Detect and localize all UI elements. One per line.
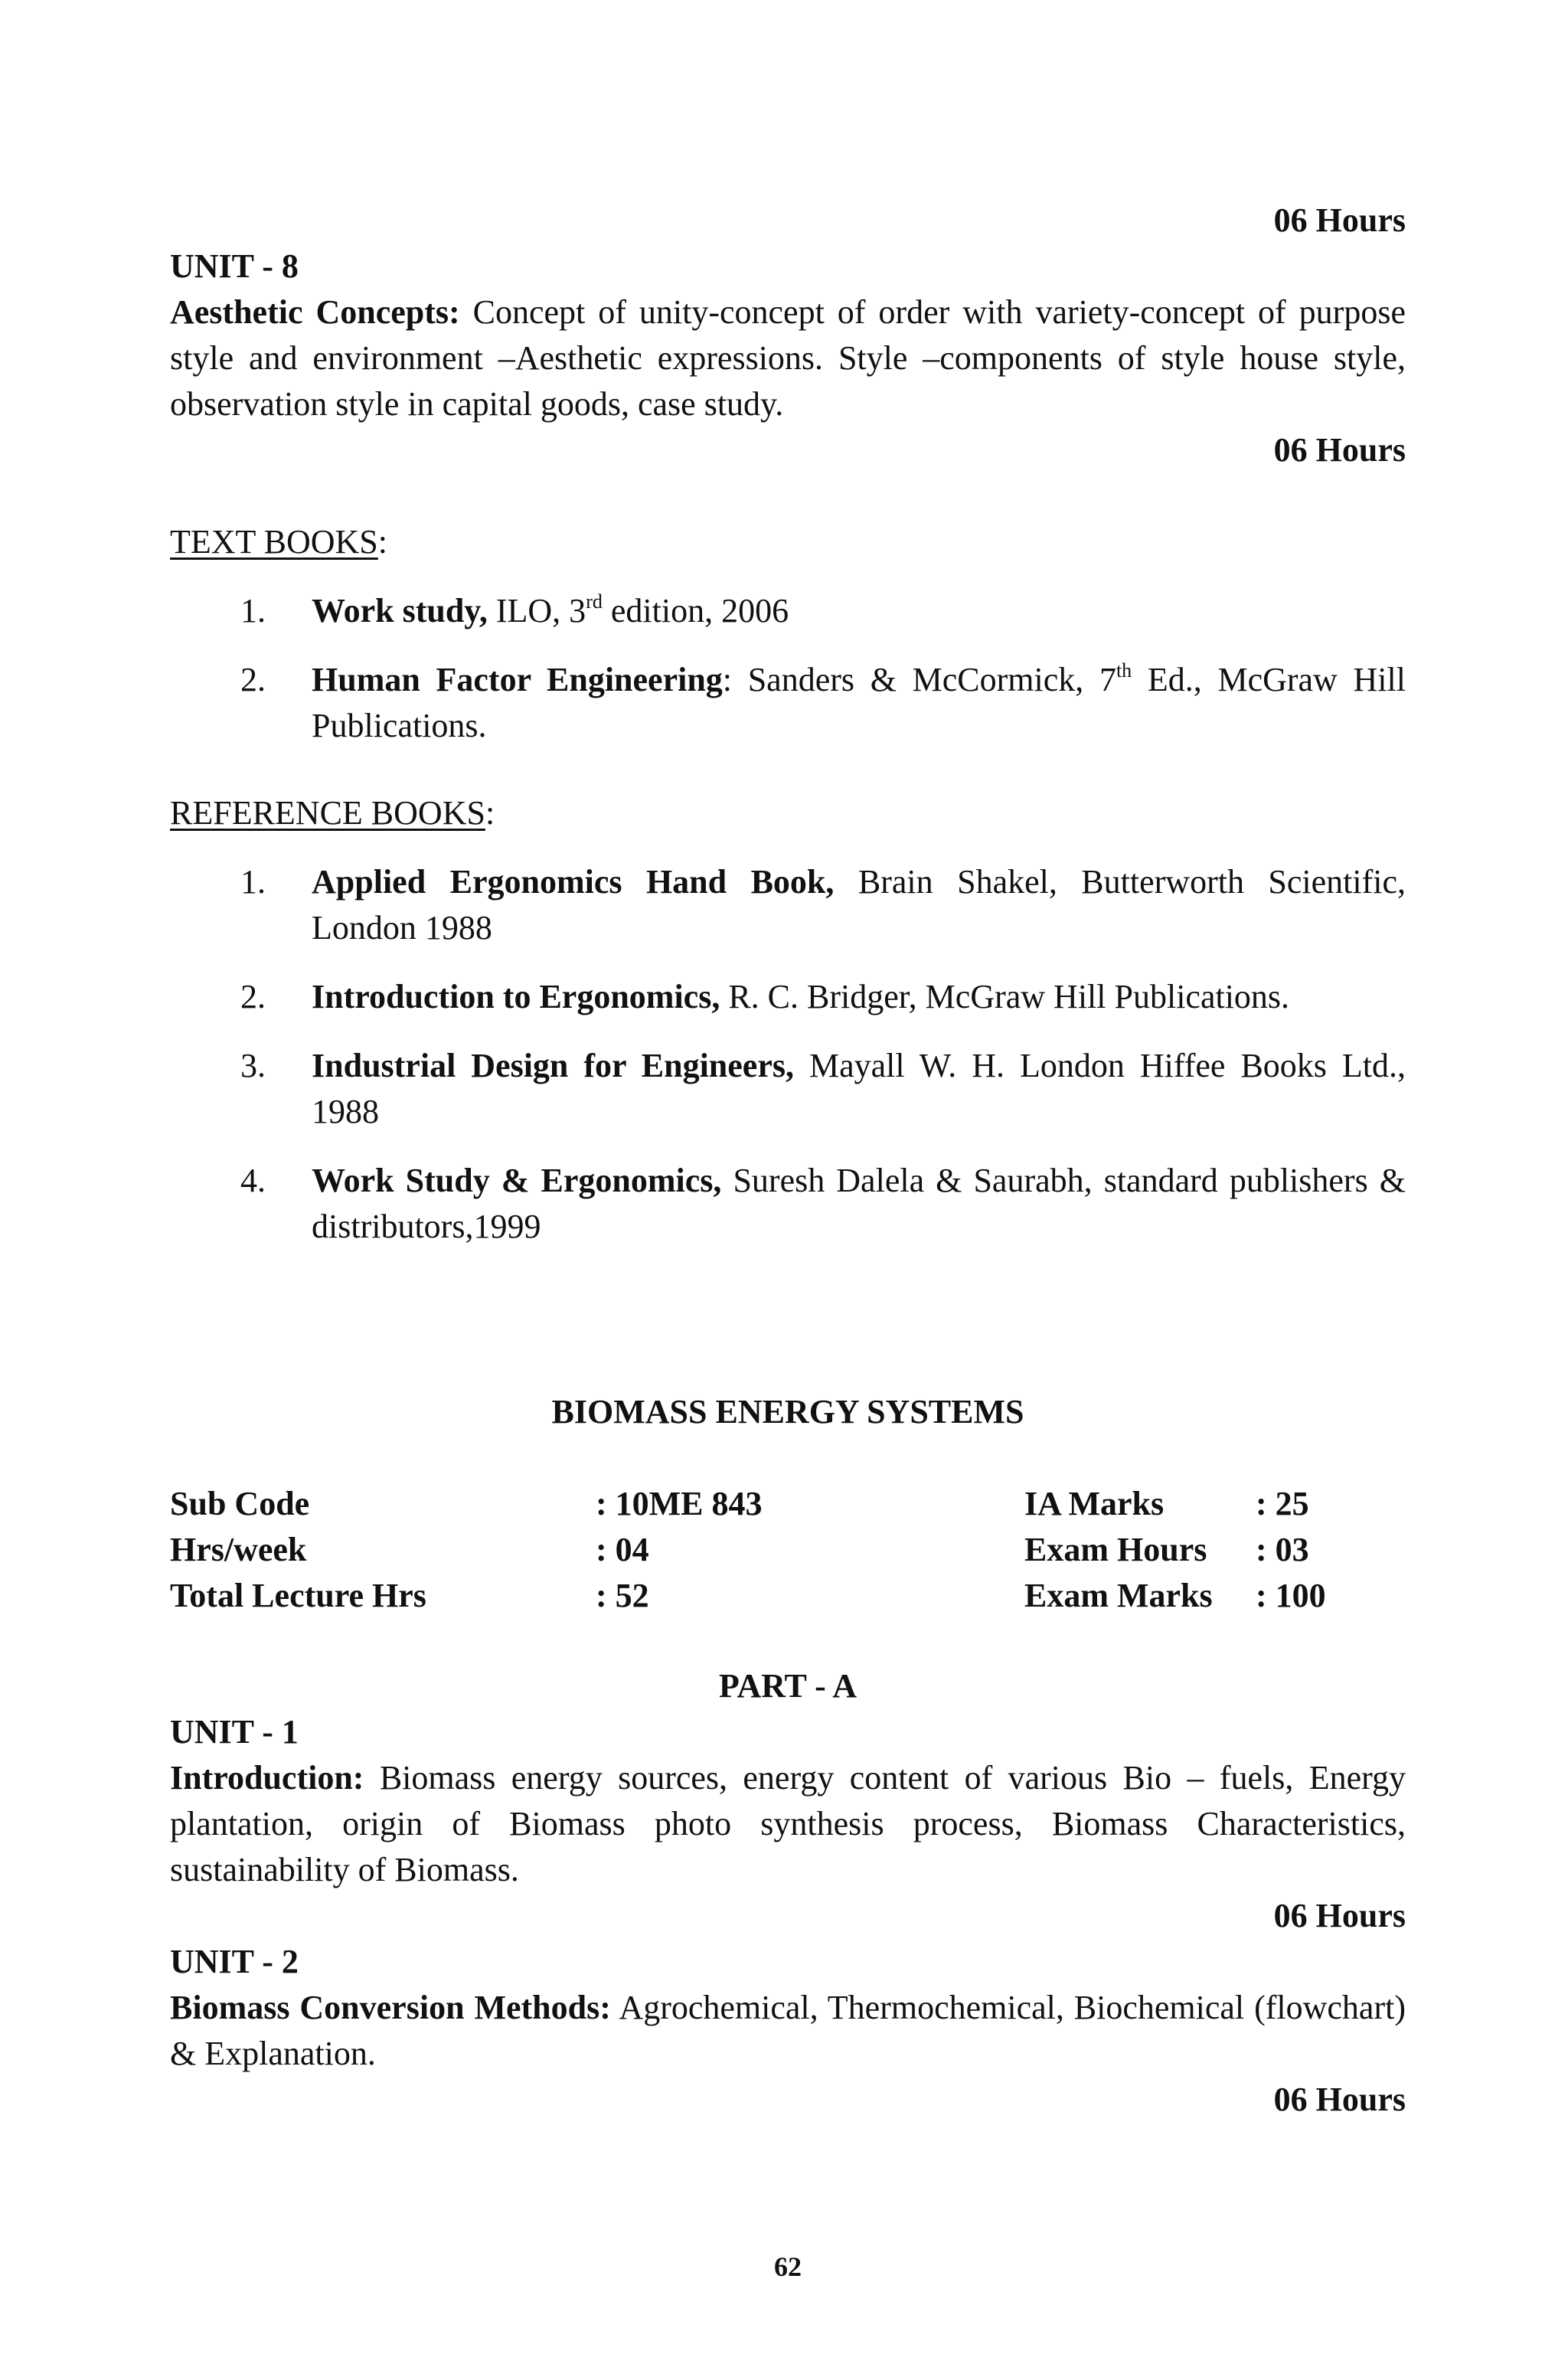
list-item — [170, 859, 1406, 951]
unit8-body: Concept of unity-concept of order with variety-concept of purpose style and environment –Aesthetic expressions. Style –components of style house style, observation style in capital goods, case study. — [170, 293, 1406, 423]
info-label: Exam Marks — [1024, 1577, 1213, 1614]
reference-books-heading-colon: : — [485, 794, 495, 832]
info-value: : 10ME 843 — [596, 1485, 763, 1522]
unit1-paragraph — [170, 1755, 1406, 1893]
book-title: Work study, — [312, 592, 488, 629]
list-item-number: 4. — [240, 1162, 266, 1199]
text-books-heading-label: TEXT BOOKS — [170, 523, 378, 561]
course-info-row — [170, 1573, 1406, 1619]
book-title: Applied Ergonomics Hand Book, — [312, 863, 835, 901]
info-value: : 03 — [1256, 1531, 1309, 1568]
book-details: R. C. Bridger, McGraw Hill Publications. — [720, 978, 1290, 1015]
reference-books-heading — [170, 790, 1406, 836]
info-value: : 100 — [1256, 1577, 1326, 1614]
reference-books-heading-label: REFERENCE BOOKS — [170, 794, 485, 832]
info-label: Exam Hours — [1024, 1531, 1207, 1568]
unit8-hours-top: 06 Hours — [1273, 201, 1406, 239]
book-title: Introduction to Ergonomics, — [312, 978, 720, 1015]
list-item-number: 2. — [240, 661, 266, 698]
info-label: Sub Code — [170, 1485, 310, 1522]
book-title: Industrial Design for Engineers, — [312, 1047, 794, 1084]
course-info-row — [170, 1481, 1406, 1527]
list-item-number: 3. — [240, 1047, 266, 1084]
unit1-hours: 06 Hours — [1273, 1897, 1406, 1934]
book-title: Work Study & Ergonomics, — [312, 1162, 722, 1199]
superscript: rd — [586, 590, 603, 613]
unit1-title: Introduction: — [170, 1759, 364, 1797]
reference-books-list — [170, 859, 1406, 1250]
info-label: IA Marks — [1024, 1485, 1165, 1522]
superscript: th — [1116, 659, 1132, 682]
page-number: 62 — [774, 2251, 802, 2282]
book-details-end: edition, 2006 — [602, 592, 789, 629]
unit2-body: Agrochemical, Thermochemical, Biochemical (flowchart) & Explanation. — [170, 1989, 1406, 2072]
list-item-number: 1. — [240, 863, 266, 901]
unit2-paragraph — [170, 1985, 1406, 2077]
unit1-body: Biomass energy sources, energy content of various Bio – fuels, Energy plantation, origin of Biomass photo synthesis process, Biomass Characteristics, sustainability of Biomass. — [170, 1759, 1406, 1888]
book-details: Mayall W. H. London Hiffee Books Ltd., 1988 — [312, 1047, 1406, 1130]
list-item-number: 1. — [240, 592, 266, 629]
info-value: : 52 — [596, 1577, 649, 1614]
book-details: Brain Shakel, Butterworth Scientific, London 1988 — [312, 863, 1406, 947]
book-details: ILO, 3 — [487, 592, 586, 629]
unit8-title: Aesthetic Concepts: — [170, 293, 460, 331]
text-books-heading-colon: : — [377, 523, 387, 561]
info-label: Hrs/week — [170, 1531, 307, 1568]
course-info-row — [170, 1527, 1406, 1573]
unit8-hours: 06 Hours — [1273, 431, 1406, 469]
list-item — [170, 588, 1406, 634]
book-details: Suresh Dalela & Saurabh, standard publishers & distributors,1999 — [312, 1162, 1406, 1245]
book-title: Human Factor Engineering — [312, 661, 723, 698]
document-page — [170, 0, 1406, 2354]
unit2-title: Biomass Conversion Methods: — [170, 1989, 611, 2026]
list-item — [170, 657, 1406, 749]
unit8-paragraph — [170, 289, 1406, 427]
course-title: BIOMASS ENERGY SYSTEMS — [551, 1393, 1024, 1430]
info-value: : 25 — [1256, 1485, 1309, 1522]
list-item — [170, 1158, 1406, 1250]
info-label: Total Lecture Hrs — [170, 1577, 426, 1614]
info-value: : 04 — [596, 1531, 649, 1568]
book-details: : Sanders & McCormick, 7 — [722, 661, 1116, 698]
book-details-end: Ed., McGraw Hill Publications. — [312, 661, 1406, 744]
unit2-hours: 06 Hours — [1273, 2081, 1406, 2118]
text-books-list — [170, 588, 1406, 749]
unit8-heading: UNIT - 8 — [170, 247, 299, 285]
unit2-heading: UNIT - 2 — [170, 1943, 299, 1980]
part-heading: PART - A — [718, 1667, 858, 1705]
list-item — [170, 974, 1406, 1020]
list-item-number: 2. — [240, 978, 266, 1015]
unit1-heading: UNIT - 1 — [170, 1713, 299, 1751]
text-books-heading — [170, 519, 1406, 565]
list-item — [170, 1043, 1406, 1135]
